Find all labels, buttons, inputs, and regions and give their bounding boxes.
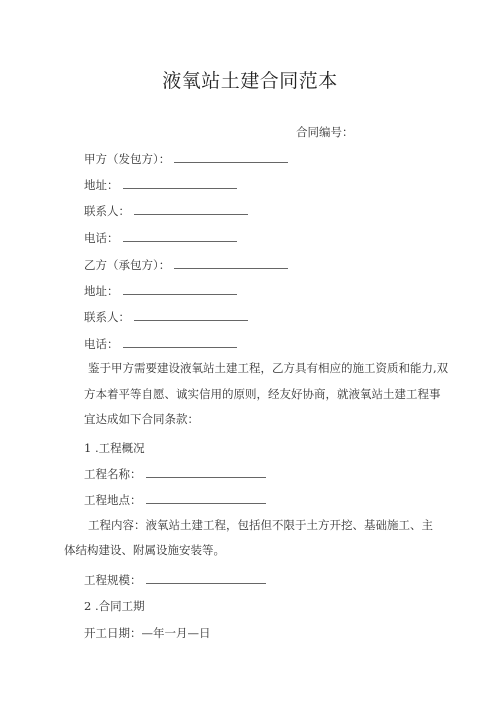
- party-a-address-row: [84, 177, 237, 193]
- document-title: 液氧站土建合同范本: [162, 70, 338, 92]
- party-a-label: 甲方（发包方）：: [84, 152, 171, 166]
- section-2-heading: 2 .合同工期: [84, 599, 145, 613]
- party-b-address-row: [84, 283, 237, 299]
- party-a-contact-blank[interactable]: [134, 203, 248, 215]
- party-b-contact-label: 联系人：: [84, 310, 130, 324]
- party-a-contact-label: 联系人：: [84, 204, 130, 218]
- party-a-phone-row: [84, 230, 237, 246]
- party-b-phone-row: [84, 336, 237, 352]
- party-b-blank[interactable]: [174, 257, 288, 269]
- party-a-phone-label: 电话：: [84, 231, 119, 245]
- party-b-address-label: 地址：: [84, 284, 119, 298]
- party-b-phone-label: 电话：: [84, 337, 119, 351]
- project-name-row: [84, 466, 266, 482]
- party-a-blank[interactable]: [174, 151, 288, 163]
- party-a-address-blank[interactable]: [123, 177, 237, 189]
- project-location-label: 工程地点：: [84, 493, 142, 507]
- party-b-label: 乙方（承包方）：: [84, 258, 171, 272]
- party-b-address-blank[interactable]: [123, 283, 237, 295]
- party-a-row: [84, 151, 288, 167]
- project-scale-label: 工程规模：: [84, 573, 142, 587]
- project-location-blank[interactable]: [146, 492, 266, 504]
- project-name-blank[interactable]: [146, 466, 266, 478]
- section-1-heading: 1 .工程概况: [84, 441, 145, 455]
- start-date-line: 开工日期：—年一月—日: [84, 626, 211, 640]
- party-a-phone-blank[interactable]: [123, 230, 237, 242]
- project-location-row: [84, 492, 266, 508]
- project-scale-blank[interactable]: [146, 572, 266, 584]
- contract-number-label: 合同编号：: [296, 125, 354, 139]
- preamble-paragraph: 鉴于甲方需要建设液氧站土建工程，乙方具有相应的施工资质和能力,双方本着平等自愿、诚实信用的原则，经友好协商，就液氧站土建工程事宜达成如下合同条款：: [84, 361, 449, 426]
- party-b-contact-blank[interactable]: [134, 309, 248, 321]
- party-a-address-label: 地址：: [84, 178, 119, 192]
- project-name-label: 工程名称：: [84, 467, 142, 481]
- party-b-contact-row: [84, 309, 248, 325]
- party-b-phone-blank[interactable]: [123, 336, 237, 348]
- party-b-row: [84, 257, 288, 273]
- party-a-contact-row: [84, 203, 248, 219]
- project-scale-row: [84, 572, 266, 588]
- project-content-paragraph: 工程内容：液氧站土建工程，包括但不限于土方开挖、基础施工、主体结构建设、附属设施安装等。: [64, 518, 433, 557]
